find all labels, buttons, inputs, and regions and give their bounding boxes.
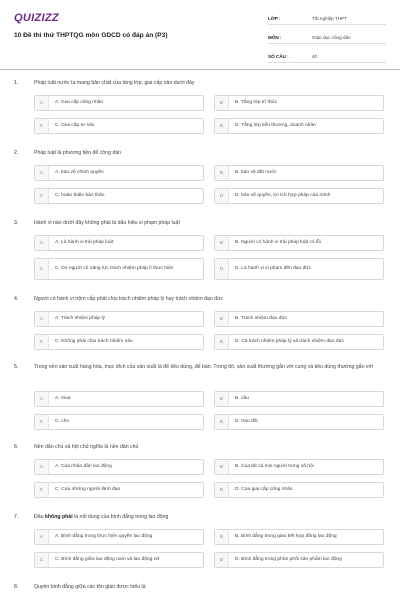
- question-number: 1.: [14, 80, 19, 86]
- option-text: A. bảo vệ chính quyền: [55, 169, 104, 175]
- option-letter: B: [215, 460, 229, 474]
- question-number: 6.: [14, 444, 19, 450]
- option-letter: B: [215, 312, 229, 326]
- option-letter: D: [215, 553, 229, 567]
- option-c[interactable]: [34, 188, 204, 204]
- option-letter: A: [35, 236, 49, 250]
- meta-value: Tốt nghiệp THPT: [312, 15, 347, 21]
- option-b[interactable]: [214, 95, 384, 111]
- option-letter: A: [35, 460, 49, 474]
- option-text: B. cầu: [235, 395, 249, 401]
- option-b[interactable]: [214, 391, 384, 407]
- question-number: 5.: [14, 364, 19, 370]
- option-text: A. mua: [55, 395, 71, 401]
- option-letter: D: [215, 189, 229, 203]
- option-letter: C: [35, 415, 49, 429]
- option-text: B. Người có hành vi trái pháp luật có lỗi: [235, 239, 321, 245]
- question-number: 3.: [14, 220, 19, 226]
- question-number: 8.: [14, 584, 19, 590]
- option-text: C. Bình đẳng giữa lao động nam và lao động nữ: [55, 556, 160, 562]
- question-text: Pháp luật nước ta mang bản chất của tầng lớp, giai cấp nào dưới đây: [34, 80, 195, 86]
- question-text: Trong nền sản xuất hàng hóa, mục đích của sản xuất là để tiêu dùng, để bán. Trong đó, sản xuất thường gắn với cung và tiêu dùng thường gắn với: [34, 364, 374, 370]
- option-letter: A: [35, 530, 49, 544]
- meta-table: [268, 12, 386, 69]
- option-letter: C: [35, 483, 49, 497]
- option-text: C. Của những người lãnh đạo: [55, 486, 121, 492]
- option-letter: A: [35, 392, 49, 406]
- option-text: B. Của tất cả mọi người trong xã hội: [235, 463, 314, 469]
- option-text: A. Trách nhiệm pháp lý: [55, 315, 106, 321]
- option-b[interactable]: [214, 529, 384, 545]
- option-a[interactable]: [34, 311, 204, 327]
- question-text: Pháp luật là phương tiện để công dân: [34, 150, 122, 156]
- option-text: A. Bình đẳng trong thực hiện quyền lao động: [55, 533, 153, 539]
- option-text: B. Tầng lớp trí thức: [235, 99, 278, 105]
- option-letter: D: [215, 415, 229, 429]
- question-text: Nền dân chủ xã hội chủ nghĩa là nền dân chủ: [34, 444, 139, 450]
- option-text: D. trao đổi: [235, 418, 258, 424]
- option-a[interactable]: [34, 235, 204, 251]
- option-letter: C: [35, 119, 49, 133]
- option-c[interactable]: [34, 552, 204, 568]
- option-letter: D: [215, 483, 229, 497]
- option-letter: B: [215, 96, 229, 110]
- option-d[interactable]: [214, 118, 384, 134]
- option-text: C. Không phải chịu trách nhiệm nào: [55, 338, 133, 344]
- option-text: A. Của nhân dân lao động: [55, 463, 112, 469]
- option-text: D. bảo vệ quyền, lợi ích hợp pháp của mình: [235, 192, 331, 198]
- document-title: 10 Đề thi thử THPTQG môn GDCD có đáp án (P3): [14, 32, 168, 39]
- option-c[interactable]: [34, 118, 204, 134]
- option-d[interactable]: [214, 334, 384, 350]
- option-text: A. Là hành vi trái pháp luật: [55, 239, 114, 245]
- option-text: B. bảo vệ đất nước: [235, 169, 277, 175]
- option-d[interactable]: [214, 258, 384, 280]
- option-text: D. Bình đẳng trong phân phối sản phẩm lao động: [235, 556, 342, 562]
- option-letter: C: [35, 553, 49, 567]
- quizizz-logo: QUIZIZZ: [14, 12, 59, 24]
- document-header: [0, 0, 400, 70]
- option-text: C. Giai cấp tư sản: [55, 122, 95, 128]
- option-text: A. Giai cấp công nhân: [55, 99, 104, 105]
- option-text: B. Trách nhiệm đạo đức: [235, 315, 288, 321]
- option-text: D. Cả trách nhiệm pháp lý và trách nhiệm đạo đức: [235, 338, 345, 344]
- option-letter: A: [35, 312, 49, 326]
- option-letter: C: [35, 189, 49, 203]
- option-text: C. cho: [55, 418, 70, 424]
- question-number: 4.: [14, 296, 19, 302]
- option-letter: B: [215, 392, 229, 406]
- question-text-prefix: Đâu: [34, 514, 45, 520]
- option-c[interactable]: [34, 482, 204, 498]
- option-c[interactable]: [34, 258, 204, 280]
- header-divider: [0, 69, 400, 70]
- question-text: Hành vi nào dưới đây không phải là dấu hiệu vi phạm pháp luật: [34, 220, 180, 226]
- option-text: C. hoàn thiện bản thân: [55, 192, 105, 198]
- question-text-suffix: là nội dung của bình đẳng trong lao động: [72, 514, 169, 520]
- meta-row-count: [268, 50, 386, 63]
- option-a[interactable]: [34, 165, 204, 181]
- meta-label: MÔN :: [268, 34, 282, 40]
- option-letter: A: [35, 96, 49, 110]
- question-number: 7.: [14, 514, 19, 520]
- option-letter: D: [215, 119, 229, 133]
- meta-row-class: [268, 12, 386, 25]
- question-text: Người có hành vi trộm cắp phải chịu trách nhiệm pháp lý hay trách nhiệm đạo đức: [34, 296, 224, 302]
- option-text: D. Của giai cấp công nhân: [235, 486, 293, 492]
- option-a[interactable]: [34, 391, 204, 407]
- option-b[interactable]: [214, 459, 384, 475]
- option-d[interactable]: [214, 552, 384, 568]
- option-a[interactable]: [34, 459, 204, 475]
- option-d[interactable]: [214, 188, 384, 204]
- option-letter: D: [215, 335, 229, 349]
- option-letter: D: [215, 259, 229, 279]
- option-c[interactable]: [34, 334, 204, 350]
- option-letter: C: [35, 335, 49, 349]
- meta-value: 40: [312, 53, 318, 59]
- meta-label: SỐ CÂU :: [268, 53, 289, 59]
- option-c[interactable]: [34, 414, 204, 430]
- option-text: B. Bình đẳng trong giao kết hợp đồng lao động: [235, 533, 337, 539]
- option-text: D. Tầng lớp tiểu thương, doanh nhân: [235, 122, 316, 128]
- option-b[interactable]: [214, 311, 384, 327]
- question-number: 2.: [14, 150, 19, 156]
- meta-row-subject: [268, 31, 386, 44]
- option-letter: C: [35, 259, 49, 279]
- option-letter: B: [215, 166, 229, 180]
- option-b[interactable]: [214, 165, 384, 181]
- option-text: C. Do người có năng lực trách nhiệm pháp lí thực hiện: [55, 265, 174, 271]
- option-text: D. Là hành vi vi phạm đến đạo đức: [235, 265, 312, 271]
- question-text-emphasis: không phải: [44, 514, 73, 520]
- option-letter: B: [215, 530, 229, 544]
- option-a[interactable]: [34, 529, 204, 545]
- question-text: Quyền bình đẳng giữa các tôn giáo được hiểu là: [34, 584, 146, 590]
- meta-label: LỚP :: [268, 15, 281, 21]
- option-letter: A: [35, 166, 49, 180]
- option-a[interactable]: [34, 95, 204, 111]
- option-d[interactable]: [214, 414, 384, 430]
- question-text: [34, 514, 384, 522]
- option-letter: B: [215, 236, 229, 250]
- meta-value: Giáo dục công dân: [312, 34, 351, 40]
- option-b[interactable]: [214, 235, 384, 251]
- option-d[interactable]: [214, 482, 384, 498]
